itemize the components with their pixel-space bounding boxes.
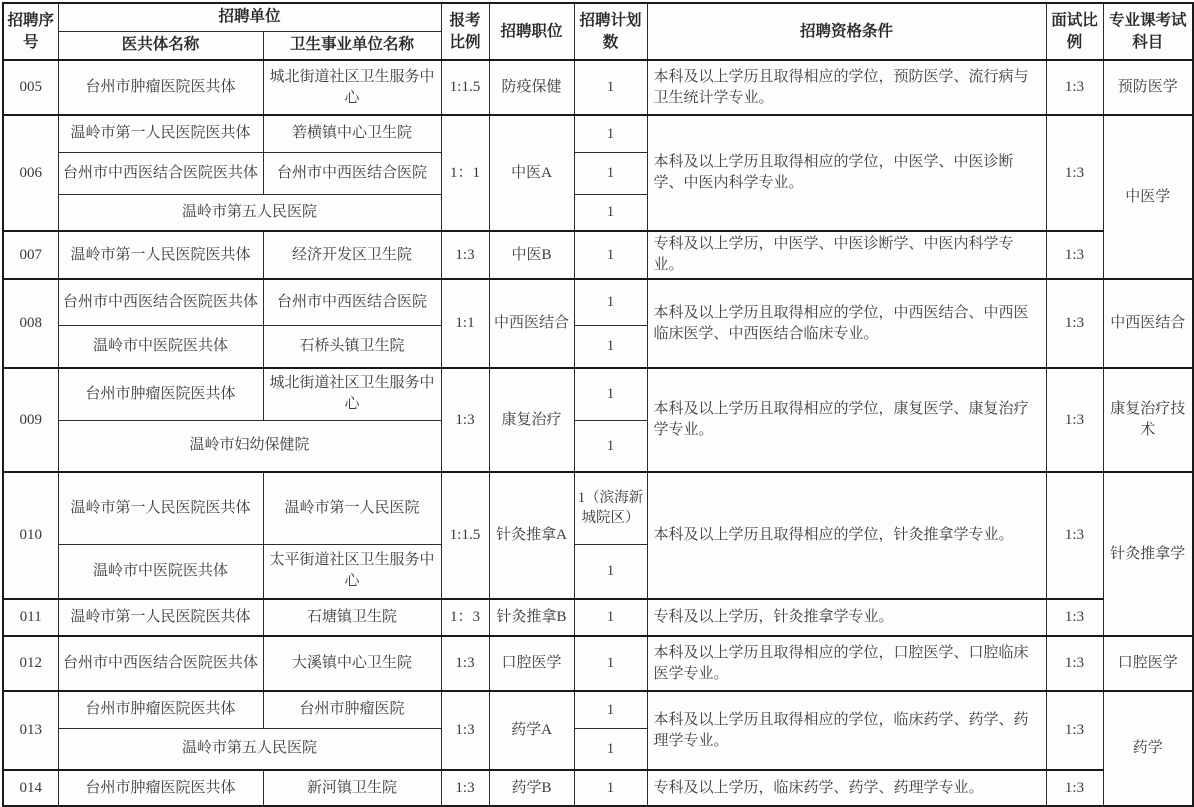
header-health-institution: 卫生事业单位名称 [263, 31, 441, 60]
cell-community: 台州市肿瘤医院医共体 [58, 770, 263, 806]
cell-plan: 1 [574, 691, 647, 728]
cell-plan: 1（滨海新城院区） [574, 472, 647, 544]
cell-qualification: 专科及以上学历，临床药学、药学、药理学专业。 [647, 770, 1046, 806]
cell-interview-ratio: 1:3 [1046, 279, 1103, 368]
cell-position: 中西医结合 [489, 279, 574, 368]
cell-interview-ratio: 1:3 [1046, 691, 1103, 770]
cell-apply-ratio: 1:1 [441, 279, 489, 368]
header-apply-ratio: 报考比例 [441, 3, 489, 60]
cell-exam-subject: 预防医学 [1103, 60, 1193, 115]
cell-plan: 1 [574, 420, 647, 472]
cell-exam-subject: 针灸推拿学 [1103, 472, 1193, 636]
cell-institution: 新河镇卫生院 [263, 770, 441, 806]
cell-plan: 1 [574, 325, 647, 368]
cell-qualification: 本科及以上学历且取得相应的学位，康复医学、康复治疗学专业。 [647, 368, 1046, 472]
cell-apply-ratio: 1:3 [441, 691, 489, 770]
cell-qualification: 本科及以上学历且取得相应的学位，中医学、中医诊断学、中医内科学专业。 [647, 115, 1046, 231]
cell-interview-ratio: 1:3 [1046, 231, 1103, 279]
cell-apply-ratio: 1:3 [441, 231, 489, 279]
cell-position: 口腔医学 [489, 636, 574, 691]
cell-qualification: 本科及以上学历且取得相应的学位，预防医学、流行病与卫生统计学专业。 [647, 60, 1046, 115]
cell-serial: 006 [3, 115, 58, 231]
cell-serial: 010 [3, 472, 58, 599]
cell-apply-ratio: 1:3 [441, 636, 489, 691]
cell-institution: 石塘镇卫生院 [263, 599, 441, 636]
cell-apply-ratio: 1:1.5 [441, 60, 489, 115]
cell-interview-ratio: 1:3 [1046, 599, 1103, 636]
cell-serial: 011 [3, 599, 58, 636]
cell-community: 台州市肿瘤医院医共体 [58, 691, 263, 728]
cell-institution: 台州市中西医结合医院 [263, 152, 441, 194]
cell-plan: 1 [574, 194, 647, 231]
cell-plan: 1 [574, 636, 647, 691]
cell-community: 温岭市中医院医共体 [58, 544, 263, 599]
cell-apply-ratio: 1：1 [441, 115, 489, 231]
cell-institution: 城北街道社区卫生服务中心 [263, 368, 441, 420]
cell-position: 防疫保健 [489, 60, 574, 115]
header-unit-group: 招聘单位 [58, 3, 441, 31]
cell-community: 台州市肿瘤医院医共体 [58, 60, 263, 115]
cell-position: 中医B [489, 231, 574, 279]
cell-apply-ratio: 1:3 [441, 770, 489, 806]
cell-community: 温岭市第一人民医院医共体 [58, 599, 263, 636]
cell-qualification: 专科及以上学历，针灸推拿学专业。 [647, 599, 1046, 636]
cell-community: 温岭市中医院医共体 [58, 325, 263, 368]
cell-institution: 大溪镇中心卫生院 [263, 636, 441, 691]
cell-community: 温岭市第一人民医院医共体 [58, 231, 263, 279]
cell-position: 药学A [489, 691, 574, 770]
cell-qualification: 本科及以上学历且取得相应的学位，中西医结合、中西医临床医学、中西医结合临床专业。 [647, 279, 1046, 368]
cell-serial: 007 [3, 231, 58, 279]
cell-apply-ratio: 1:1.5 [441, 472, 489, 599]
cell-exam-subject: 中西医结合 [1103, 279, 1193, 368]
cell-exam-subject: 药学 [1103, 691, 1193, 806]
cell-plan: 1 [574, 152, 647, 194]
cell-institution: 台州市中西医结合医院 [263, 279, 441, 325]
cell-serial: 005 [3, 60, 58, 115]
cell-qualification: 本科及以上学历且取得相应的学位，临床药学、药学、药理学专业。 [647, 691, 1046, 770]
cell-plan: 1 [574, 279, 647, 325]
cell-exam-subject: 中医学 [1103, 115, 1193, 279]
header-medical-community: 医共体名称 [58, 31, 263, 60]
cell-plan: 1 [574, 770, 647, 806]
cell-community: 台州市中西医结合医院医共体 [58, 636, 263, 691]
header-exam-subject: 专业课考试科目 [1103, 3, 1193, 60]
cell-institution: 箬横镇中心卫生院 [263, 115, 441, 152]
cell-plan: 1 [574, 115, 647, 152]
cell-serial: 014 [3, 770, 58, 806]
cell-community: 台州市肿瘤医院医共体 [58, 368, 263, 420]
cell-community: 台州市中西医结合医院医共体 [58, 279, 263, 325]
cell-qualification: 本科及以上学历且取得相应的学位，口腔医学、口腔临床医学专业。 [647, 636, 1046, 691]
cell-qualification: 专科及以上学历，中医学、中医诊断学、中医内科学专业。 [647, 231, 1046, 279]
cell-institution: 太平街道社区卫生服务中心 [263, 544, 441, 599]
header-serial: 招聘序号 [3, 3, 58, 60]
cell-apply-ratio: 1:3 [441, 368, 489, 472]
cell-plan: 1 [574, 60, 647, 115]
cell-serial: 012 [3, 636, 58, 691]
cell-interview-ratio: 1:3 [1046, 368, 1103, 472]
header-plan-count: 招聘计划数 [574, 3, 647, 60]
cell-exam-subject: 口腔医学 [1103, 636, 1193, 691]
cell-plan: 1 [574, 368, 647, 420]
cell-apply-ratio: 1：3 [441, 599, 489, 636]
cell-institution: 石桥头镇卫生院 [263, 325, 441, 368]
cell-plan: 1 [574, 728, 647, 770]
cell-serial: 008 [3, 279, 58, 368]
cell-serial: 013 [3, 691, 58, 770]
cell-interview-ratio: 1:3 [1046, 770, 1103, 806]
cell-exam-subject: 康复治疗技术 [1103, 368, 1193, 472]
cell-institution: 温岭市第一人民医院 [263, 472, 441, 544]
cell-community: 温岭市第一人民医院医共体 [58, 115, 263, 152]
cell-position: 药学B [489, 770, 574, 806]
cell-plan: 1 [574, 544, 647, 599]
cell-interview-ratio: 1:3 [1046, 636, 1103, 691]
cell-institution: 台州市肿瘤医院 [263, 691, 441, 728]
cell-position: 针灸推拿B [489, 599, 574, 636]
header-interview-ratio: 面试比例 [1046, 3, 1103, 60]
cell-community-full: 温岭市第五人民医院 [58, 194, 441, 231]
cell-community-full: 温岭市第五人民医院 [58, 728, 441, 770]
cell-community: 台州市中西医结合医院医共体 [58, 152, 263, 194]
header-position: 招聘职位 [489, 3, 574, 60]
cell-plan: 1 [574, 231, 647, 279]
cell-community-full: 温岭市妇幼保健院 [58, 420, 441, 472]
cell-serial: 009 [3, 368, 58, 472]
cell-position: 康复治疗 [489, 368, 574, 472]
recruitment-table [2, 2, 1194, 807]
cell-position: 中医A [489, 115, 574, 231]
cell-position: 针灸推拿A [489, 472, 574, 599]
cell-institution: 城北街道社区卫生服务中心 [263, 60, 441, 115]
cell-institution: 经济开发区卫生院 [263, 231, 441, 279]
cell-interview-ratio: 1:3 [1046, 472, 1103, 599]
cell-plan: 1 [574, 599, 647, 636]
cell-community: 温岭市第一人民医院医共体 [58, 472, 263, 544]
cell-interview-ratio: 1:3 [1046, 60, 1103, 115]
cell-qualification: 本科及以上学历且取得相应的学位，针灸推拿学专业。 [647, 472, 1046, 599]
cell-interview-ratio: 1:3 [1046, 115, 1103, 231]
header-qualification: 招聘资格条件 [647, 3, 1046, 60]
